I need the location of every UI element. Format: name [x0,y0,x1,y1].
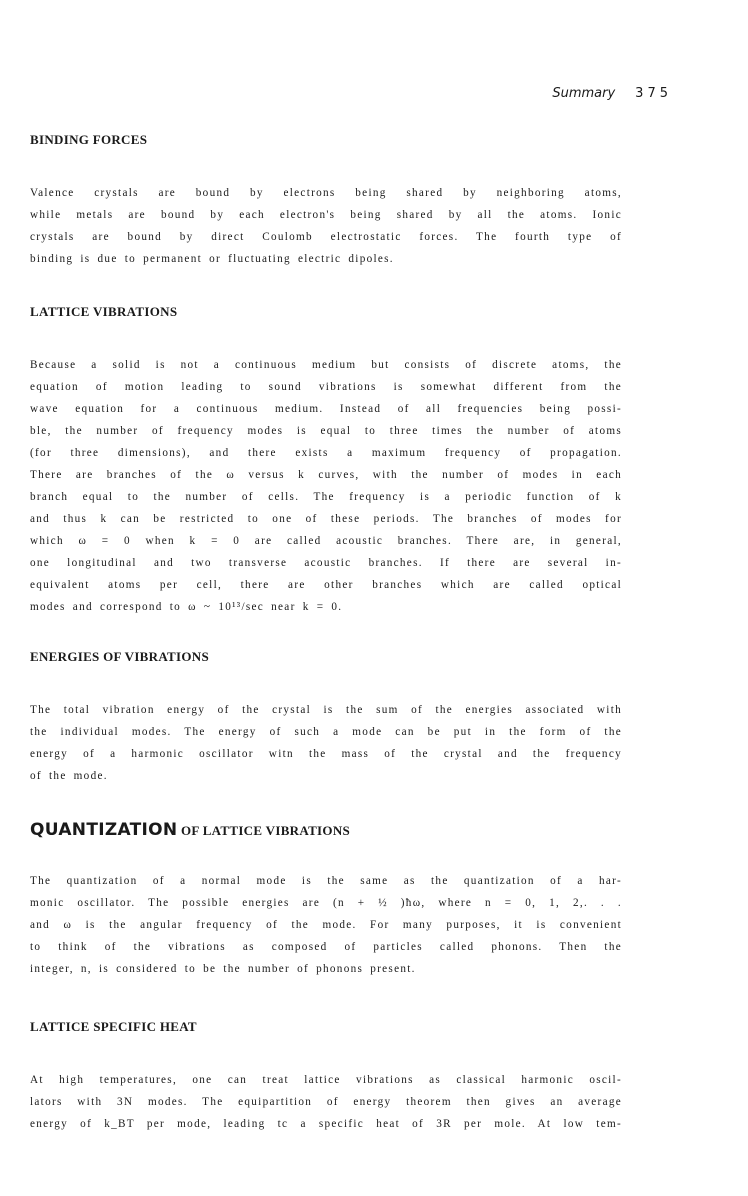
section-heading: LATTICE VIBRATIONS [30,304,178,319]
text-line: equation of motion leading to sound vibrations is somewhat different from the [30,381,622,393]
text-line: The quantization of a normal mode is the same as the quantization of a har- [30,875,622,887]
text-line: energy of k_BT per mode, leading tc a specific heat of 3R per mole. At low tem- [30,1118,622,1130]
text-line: There are branches of the ω versus k curves, with the number of modes in each [30,469,622,481]
section-body [30,870,622,980]
text-line: and ω is the angular frequency of the mode. For many purposes, it is convenient [30,919,622,931]
text-line: monic oscillator. The possible energies are (n + ½ )ħω, where n = 0, 1, 2,. . . [30,897,622,909]
text-line: crystals are bound by direct Coulomb electrostatic forces. The fourth type of [30,231,622,243]
text-line: and thus k can be restricted to one of these periods. The branches of modes for [30,513,622,525]
section-heading: BINDING FORCES [30,132,148,147]
text-line: wave equation for a continuous medium. Instead of all frequencies being possi- [30,403,622,415]
text-line: integer, n, is considered to be the number of phonons present. [30,963,416,975]
section-lattice-specific-heat [30,1019,622,1135]
section-quantization [30,820,622,980]
section-body [30,699,622,787]
section-body [30,354,622,618]
text-line: one longitudinal and two transverse acoustic branches. If there are several in- [30,557,622,569]
text-line: while metals are bound by each electron's being shared by all the atoms. Ionic [30,209,622,221]
section-heading: LATTICE SPECIFIC HEAT [30,1019,197,1034]
text-line: modes and correspond to ω ~ 10¹³/sec near k = 0. [30,601,343,613]
text-line: of the mode. [30,770,108,782]
text-line: Because a solid is not a continuous medium but consists of discrete atoms, the [30,359,622,371]
section-heading: ENERGIES OF VIBRATIONS [30,649,210,664]
text-line: energy of a harmonic oscillator witn the mass of the crystal and the frequency [30,748,622,760]
text-line: lators with 3N modes. The equipartition of energy theorem then gives an average [30,1096,622,1108]
text-line: ble, the number of frequency modes is equal to three times the number of atoms [30,425,622,437]
section-heading-lead: QUANTIZATION [30,820,178,840]
section-body [30,1069,622,1135]
section-heading [30,820,622,840]
section-energies-of-vibrations [30,649,622,787]
section-heading-rest: OF LATTICE VIBRATIONS [180,823,351,838]
text-line: which ω = 0 when k = 0 are called acoustic branches. There are, in general, [30,535,622,547]
section-lattice-vibrations [30,304,622,618]
text-line: The total vibration energy of the crystal is the sum of the energies associated with [30,704,622,716]
text-line: binding is due to permanent or fluctuating electric dipoles. [30,253,394,265]
text-line: to think of the vibrations as composed of particles called phonons. Then the [30,941,622,953]
text-line: the individual modes. The energy of such a mode can be put in the form of the [30,726,622,738]
text-line: Valence crystals are bound by electrons being shared by neighboring atoms, [30,187,622,199]
text-line: At high temperatures, one can treat lattice vibrations as classical harmonic oscil- [30,1074,622,1086]
running-header [552,86,672,101]
text-line: (for three dimensions), and there exists a maximum frequency of propagation. [30,447,622,459]
section-binding-forces [30,132,622,270]
text-line: branch equal to the number of cells. The frequency is a periodic function of k [30,491,622,503]
running-header-title: Summary [552,86,616,101]
page-number: 375 [635,86,672,101]
section-body [30,182,622,270]
text-line: equivalent atoms per cell, there are other branches which are called optical [30,579,622,591]
